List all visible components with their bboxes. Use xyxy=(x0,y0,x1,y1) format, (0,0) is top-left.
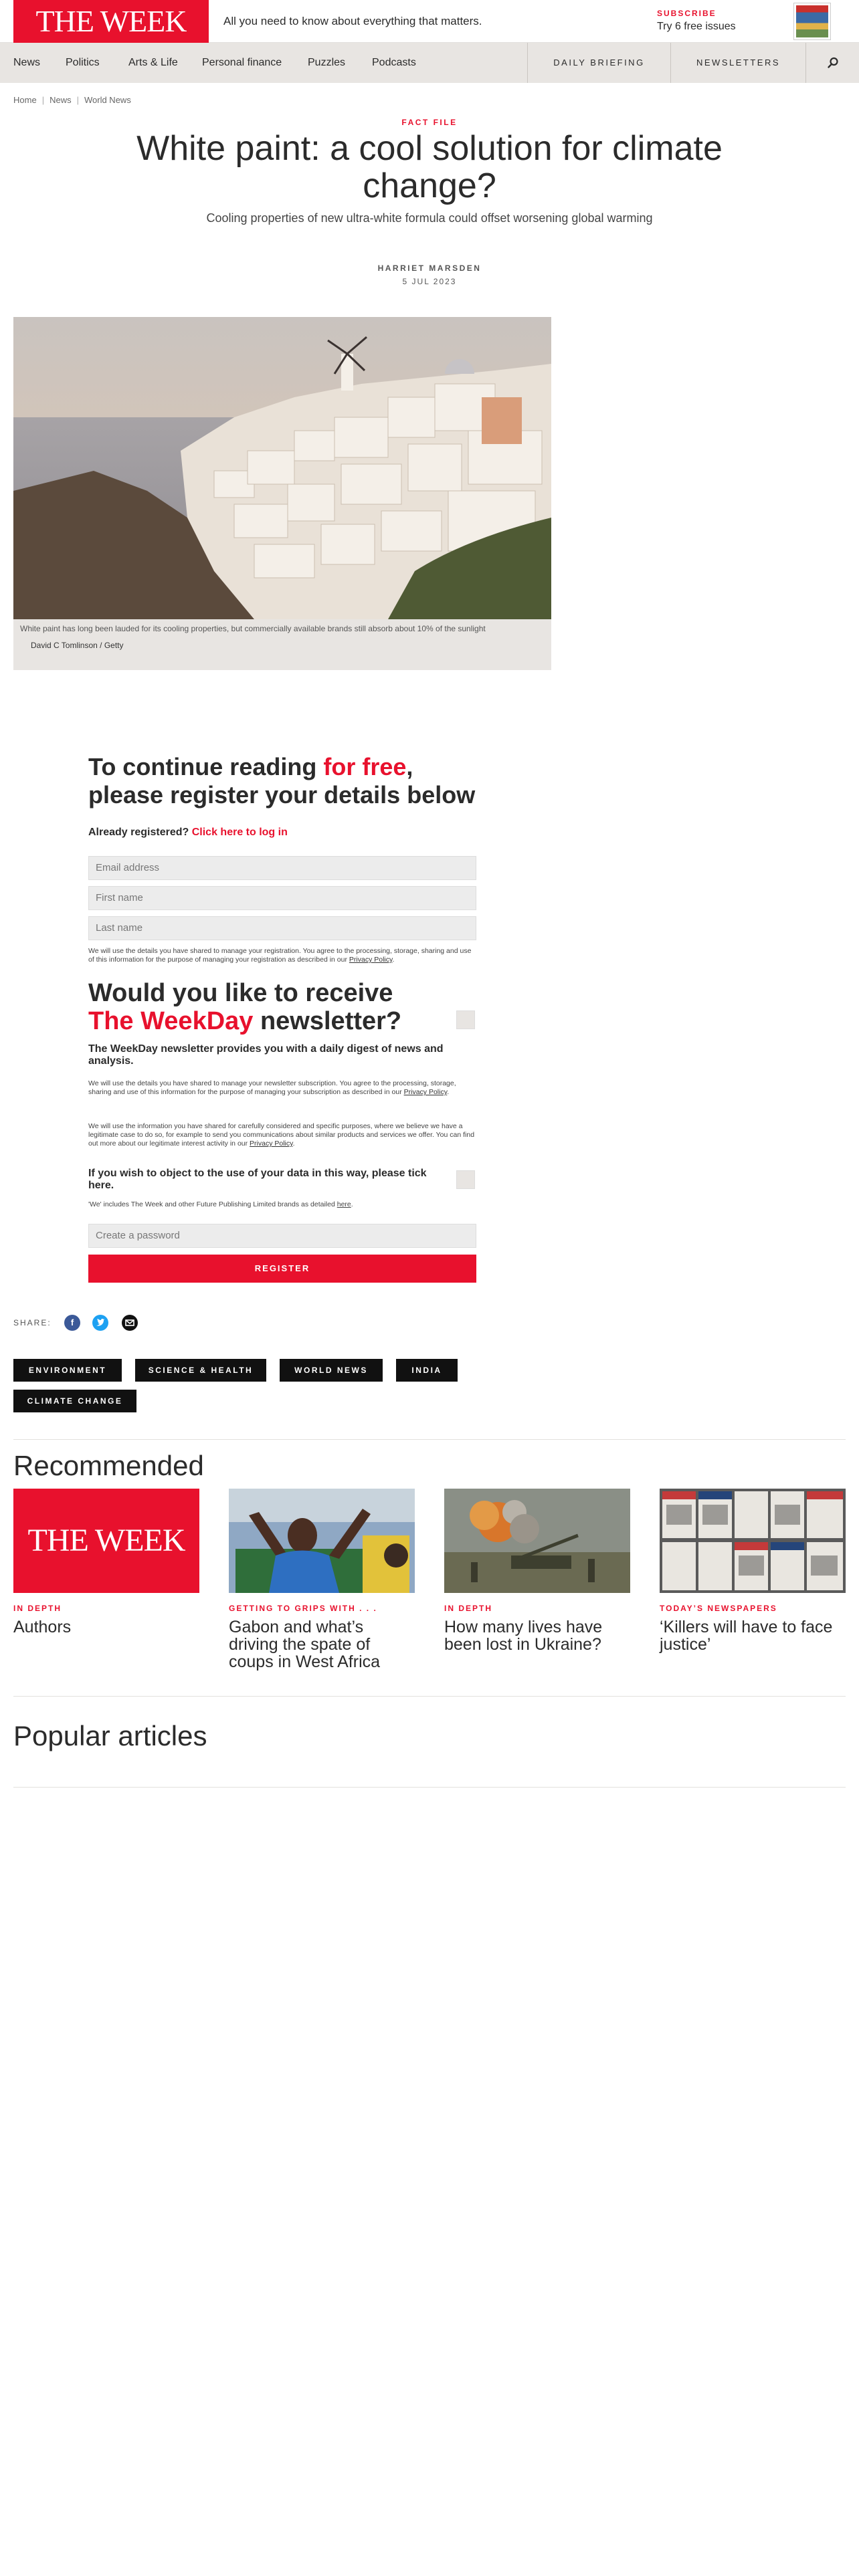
daily-briefing-link[interactable]: DAILY BRIEFING xyxy=(527,43,670,83)
recommended-card-title[interactable]: How many lives have been lost in Ukraine? xyxy=(444,1618,603,1654)
site-logo[interactable]: THE WEEK xyxy=(13,0,209,43)
search-button[interactable] xyxy=(805,43,859,83)
nav-item-news[interactable]: News xyxy=(13,57,41,68)
newsletter-heading: Would you like to receive The WeekDay newsletter? xyxy=(88,979,402,1035)
brands-note: 'We' includes The Week and other Future Publishing Limited brands as detailed here. xyxy=(88,1200,353,1208)
recommended-card-image[interactable]: THE WEEK xyxy=(13,1489,199,1593)
recommended-card-kicker[interactable]: IN DEPTH xyxy=(13,1604,62,1613)
tag-science-health[interactable]: SCIENCE & HEALTH xyxy=(135,1359,266,1382)
last-name-field[interactable]: Last name xyxy=(88,916,476,940)
brands-link[interactable]: here xyxy=(337,1200,351,1208)
register-button[interactable]: REGISTER xyxy=(88,1255,476,1283)
hero-image xyxy=(13,317,551,619)
subscribe-offer: Try 6 free issues xyxy=(657,21,736,32)
tag-climate-change[interactable]: CLIMATE CHANGE xyxy=(13,1390,136,1412)
breadcrumb-home[interactable]: Home xyxy=(13,95,37,105)
top-bar xyxy=(0,0,859,43)
recommended-card-title[interactable]: ‘Killers will have to face justice’ xyxy=(660,1618,833,1654)
recommended-card-image[interactable] xyxy=(444,1489,630,1593)
newsletter-privacy-note: We will use the details you have shared to manage your newsletter subscription. You agree to the processing, storage, sharing and use of this information for the purpose of managing your subscription as described in our Privacy Policy. xyxy=(88,1079,456,1096)
newsletters-link[interactable]: NEWSLETTERS xyxy=(670,43,805,83)
breadcrumb: Home | News | World News xyxy=(13,95,131,105)
privacy-policy-link-2[interactable]: Privacy Policy xyxy=(403,1088,448,1096)
tag-india[interactable]: INDIA xyxy=(396,1359,458,1382)
twitter-icon[interactable] xyxy=(92,1315,108,1331)
section-divider xyxy=(13,1439,846,1440)
recommended-card-kicker[interactable]: TODAY’S NEWSPAPERS xyxy=(660,1604,777,1613)
article-kicker[interactable]: FACT FILE xyxy=(401,118,458,127)
share-label: SHARE: xyxy=(13,1318,52,1327)
page-title: White paint: a cool solution for climate change? xyxy=(136,129,723,205)
registration-privacy-note: We will use the details you have shared to manage your registration. You agree to the processing, storage, sharing and use of this information for the purpose of managing your registration as described in our Privacy Policy. xyxy=(88,947,472,964)
privacy-policy-link[interactable]: Privacy Policy xyxy=(349,956,393,964)
login-link[interactable]: Click here to log in xyxy=(191,827,288,838)
article-author[interactable]: HARRIET MARSDEN xyxy=(377,263,482,273)
tag-environment[interactable]: ENVIRONMENT xyxy=(13,1359,122,1382)
section-divider xyxy=(13,1787,846,1788)
magazine-cover-thumbnail[interactable] xyxy=(793,3,831,40)
recommended-card-kicker[interactable]: IN DEPTH xyxy=(444,1604,493,1613)
caption-text: White paint has long been lauded for its cooling properties, but commercially available brands still absorb about 10% of the sunlight xyxy=(20,624,486,633)
privacy-policy-link-3[interactable]: Privacy Policy xyxy=(250,1140,293,1148)
breadcrumb-news[interactable]: News xyxy=(50,95,72,105)
password-field[interactable]: Create a password xyxy=(88,1224,476,1248)
email-field[interactable]: Email address xyxy=(88,856,476,880)
breadcrumb-world-news[interactable]: World News xyxy=(84,95,131,105)
nav-item-personal-finance[interactable]: Personal finance xyxy=(202,57,282,68)
first-name-field[interactable]: First name xyxy=(88,886,476,910)
legitimate-interest-note: We will use the information you have shared for carefully considered and specific purposes, where we believe we have a legitimate case to do so, for example to send you communications about similar products and services we offer. You can find out more about our legitimate interest activity in our Privacy Policy. xyxy=(88,1122,475,1148)
recommended-card[interactable] xyxy=(660,1489,846,1653)
recommended-card-image[interactable] xyxy=(229,1489,415,1593)
search-icon xyxy=(826,56,840,70)
nav-item-politics[interactable]: Politics xyxy=(66,57,100,68)
recommended-card[interactable] xyxy=(13,1489,199,1636)
object-data-text: If you wish to object to the use of your data in this way, please tick here. xyxy=(88,1168,427,1191)
register-heading: To continue reading for free, please register your details below xyxy=(88,753,476,809)
article-standfirst: Cooling properties of new ultra-white formula could offset worsening global warming xyxy=(206,211,653,225)
article-date: 5 JUL 2023 xyxy=(402,277,457,286)
nav-item-podcasts[interactable]: Podcasts xyxy=(372,57,416,68)
recommended-title: Recommended xyxy=(13,1450,204,1481)
tagline: All you need to know about everything that matters. xyxy=(223,15,482,27)
email-icon[interactable] xyxy=(122,1315,138,1331)
object-data-checkbox[interactable] xyxy=(456,1170,475,1189)
recommended-card-image[interactable] xyxy=(660,1489,846,1593)
tag-world-news[interactable]: WORLD NEWS xyxy=(280,1359,383,1382)
subscribe-link[interactable] xyxy=(657,9,736,33)
main-nav xyxy=(0,43,859,83)
image-caption xyxy=(13,619,551,670)
newsletter-checkbox[interactable] xyxy=(456,1010,475,1029)
recommended-card-kicker[interactable]: GETTING TO GRIPS WITH . . . xyxy=(229,1604,377,1613)
nav-item-puzzles[interactable]: Puzzles xyxy=(308,57,346,68)
recommended-card-title[interactable]: Gabon and what’s driving the spate of coups in West Africa xyxy=(229,1618,381,1671)
popular-articles-title: Popular articles xyxy=(13,1720,207,1751)
nav-item-arts-life[interactable]: Arts & Life xyxy=(128,57,178,68)
facebook-icon[interactable]: f xyxy=(64,1315,80,1331)
recommended-card[interactable] xyxy=(444,1489,630,1653)
subscribe-label: SUBSCRIBE xyxy=(657,9,717,18)
caption-credit: David C Tomlinson / Getty xyxy=(31,641,124,650)
newsletter-description: The WeekDay newsletter provides you with a daily digest of news and analysis. xyxy=(88,1043,444,1067)
recommended-card[interactable] xyxy=(229,1489,415,1671)
recommended-card-title[interactable]: Authors xyxy=(13,1618,72,1636)
already-registered: Already registered? Click here to log in xyxy=(88,827,288,838)
section-divider xyxy=(13,1696,846,1697)
